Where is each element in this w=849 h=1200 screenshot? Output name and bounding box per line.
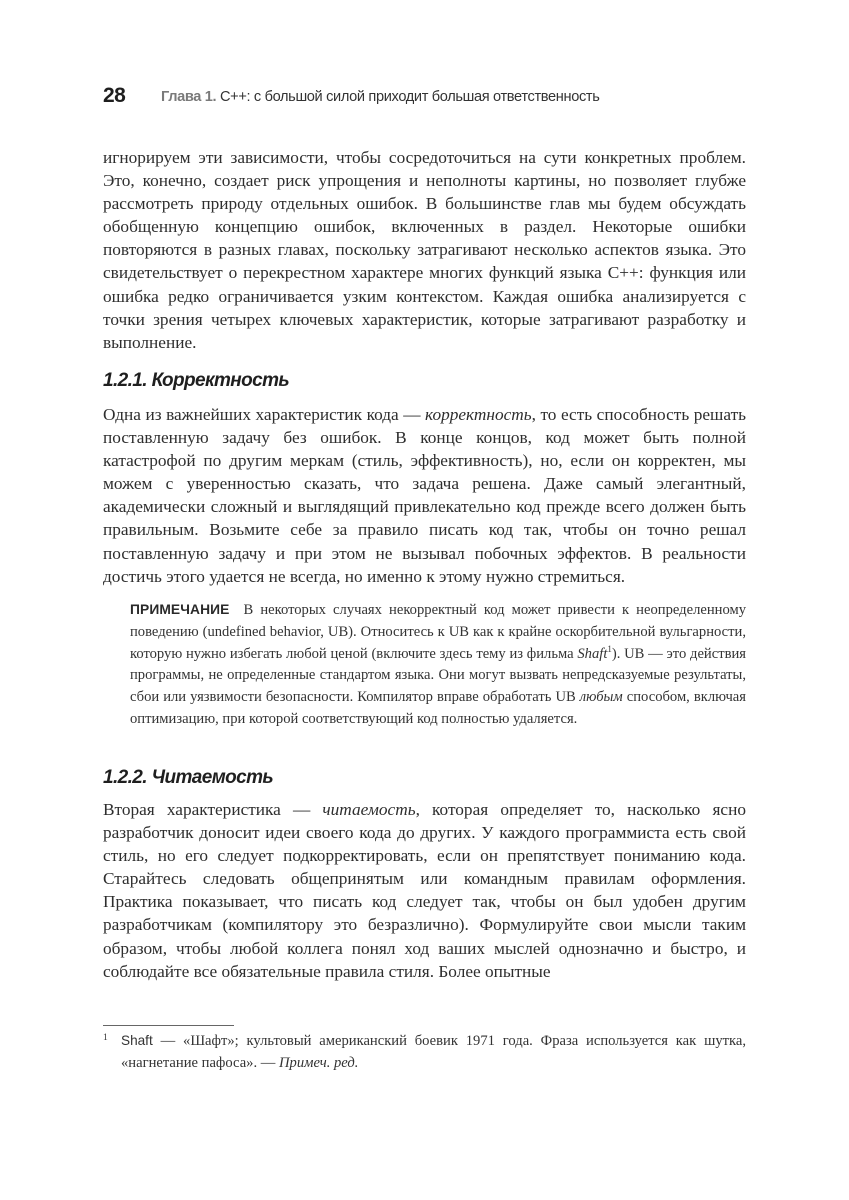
film-title: Shaft [577, 645, 608, 662]
chapter-title: C++: с большой силой приходит большая ответственность [216, 89, 600, 105]
note-block [130, 599, 746, 731]
readability-paragraph [103, 798, 746, 983]
section-heading-readability: 1.2.2. Читаемость [103, 767, 274, 788]
note-label: ПРИМЕЧАНИЕ [130, 602, 230, 617]
footnote-term: Shaft [121, 1033, 153, 1048]
text-run: Одна из важнейших характеристик кода — [103, 405, 426, 424]
text-run: Вторая характеристика — [103, 800, 323, 819]
footnote-marker: 1 [103, 1033, 108, 1043]
running-title [161, 89, 600, 105]
intro-paragraph: игнорируем эти зависимости, чтобы сосредоточиться на сути конкретных проблем. Это, конечно, создает риск упрощения и неполноты картины, но позволяет глубже рассмотреть природу отдельных ошибок. В большинстве глав мы будем обсуждать обобщенную концепцию ошибок, включенных в раздел. Некоторые ошибки повторяются в разных главах, поскольку затрагивают несколько аспектов языка. Это свидетельствует о перекрестном характере многих функций языка C++: функция или ошибка редко ограничивается узким контекстом. Каждая ошибка анализируется с точки зрения четырех ключевых характеристик, которые затрагивают разработку и выполнение. [103, 148, 746, 352]
page-number: 28 [103, 84, 126, 107]
correctness-paragraph [103, 403, 746, 588]
text-run: , то есть способность решать поставленную задачу без ошибок. В конце концов, код может быть полной катастрофой по другим меркам (стиль, эффективность), но, если он корректен, мы можем с уверенностью сказать, что задача решена. Даже самый элегантный, академически сложный и выглядящий привлекательно код прежде всего должен быть правильным. Возьмите себе за правило писать код так, чтобы он точно решал поставленную задачу и при этом не вызывал побочных эффектов. В реальности достичь этого удается не всегда, но именно к этому нужно стремиться. [103, 405, 746, 586]
footnote [103, 1030, 746, 1074]
footnote-reference[interactable]: 1 [607, 643, 612, 654]
emphasis-term: корректность [425, 405, 532, 424]
chapter-label: Глава 1. [161, 89, 217, 105]
section-heading-correctness: 1.2.1. Корректность [103, 370, 290, 391]
footnote-body [103, 1030, 746, 1074]
footnote-divider [103, 1025, 234, 1026]
editor-note: Примеч. ред. [279, 1055, 359, 1071]
emphasis-term: читаемость [322, 800, 416, 819]
footnote-text: — «Шафт»; культовый американский боевик 1971 года. Фраза используется как шутка, «нагнетание пафоса». — [121, 1033, 746, 1071]
running-head [103, 84, 763, 112]
note-text: способом, включая оптимизацию, при которой соответствующий код полностью удаляется. [130, 689, 746, 727]
emphasis-term: любым [579, 689, 623, 706]
text-run: , которая определяет то, насколько ясно разработчик доносит идеи своего кода до других. У каждого программиста есть свой стиль, но его следует подкорректировать, если он препятствует пониманию кода. Старайтесь следовать общепринятым или командным правилам оформления. Практика показывает, что писать код следует так, чтобы он был удобен другим разработчикам (компилятору это безразлично). Формулируйте свои мысли таким образом, чтобы любой коллега понял ход ваших мыслей однозначно и быстро, и соблюдайте все обязательные правила стиля. Более опытные [103, 800, 746, 981]
note-text: ). UB — это действия программы, не определенные стандартом языка. Они могут вызвать непредсказуемые результаты, сбои или уязвимости безопасности. Компилятор вправе обработать UB [130, 645, 746, 706]
note-text: В некоторых случаях некорректный код может привести к неопределенному поведению (undefined behavior, UB). Относитесь к UB как к крайне оскорбительной вульгарности, которую нужно избегать любой ценой (включите здесь тему из фильма [130, 602, 746, 662]
